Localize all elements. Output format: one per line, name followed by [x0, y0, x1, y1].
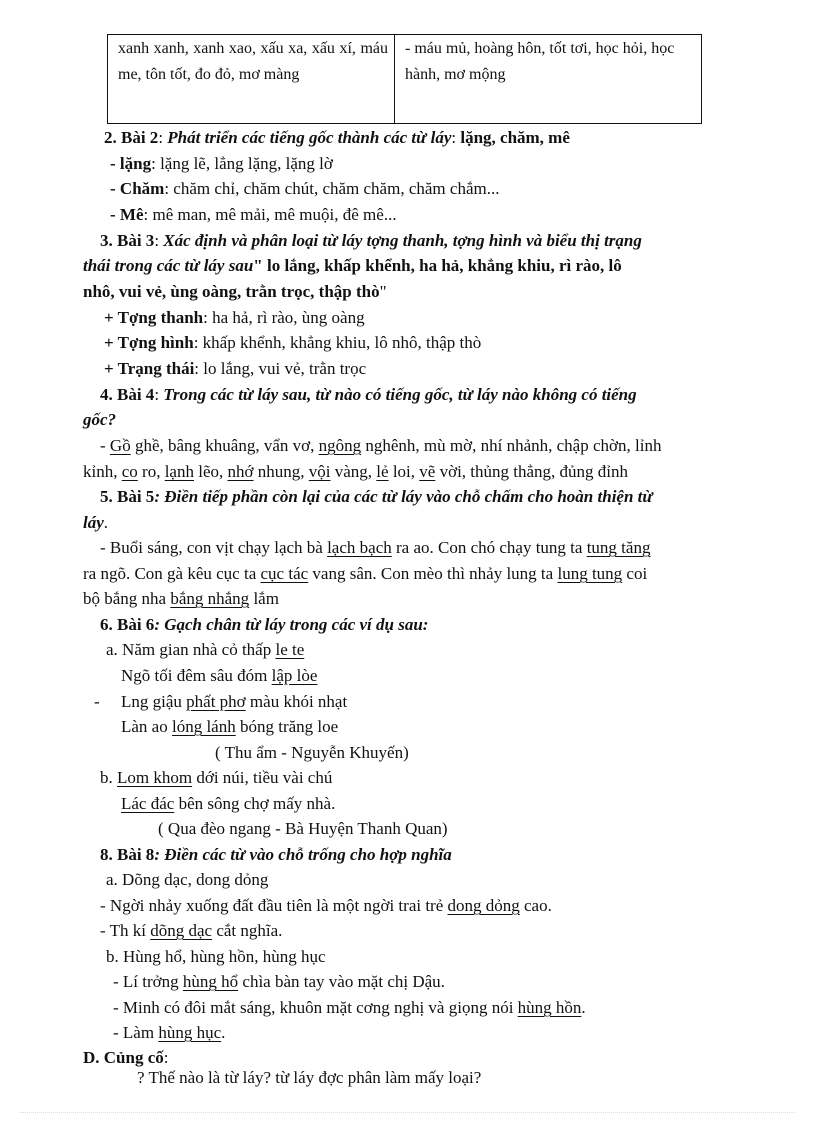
ex5-paragraph-line-1: - Buổi sáng, con vịt chạy lạch bà lạch bạch ra ao. Con chó chạy tung ta tung tăng: [100, 538, 651, 557]
ex4-heading-cont: gốc?: [83, 410, 117, 429]
page-bottom-divider: [20, 1112, 796, 1113]
ex6-heading: 6. Bài 6: Gạch chân từ láy trong các ví dụ sau:: [100, 615, 429, 634]
ex2-line-me: - Mê: mê man, mê mải, mê muội, đê mê...: [110, 205, 397, 224]
ex2-line-cham: - Chăm: chăm chỉ, chăm chút, chăm chăm, chăm chắm...: [110, 179, 500, 198]
ex8-part-a: a. Dõng dạc, dong dỏng: [106, 870, 269, 889]
ex6-poem-a-line-3: Lng giậu phất phơ màu khói nhạt: [121, 692, 348, 711]
ex8-a-sentence-1: - Ngời nhảy xuống đất đầu tiên là một ngời trai trẻ dong dỏng cao.: [100, 896, 552, 915]
ex3-line-trang-thai: + Trạng thái: lo lắng, vui vẻ, trằn trọc: [104, 359, 367, 378]
ex6-poem-a-dash: -: [94, 692, 100, 711]
ex6-poem-b-source: ( Qua đèo ngang - Bà Huyện Thanh Quan): [158, 819, 448, 838]
ex3-word-list: nhô, vui vẻ, ùng oàng, trằn trọc, thập thò": [83, 282, 387, 301]
ex3-heading-cont: thái trong các từ láy sau" lo lắng, khấp khểnh, ha hả, khẳng khiu, rì rào, lô: [83, 256, 622, 275]
ex3-line-tuong-hinh: + Tợng hình: khấp khểnh, khẳng khiu, lô nhô, thập thò: [104, 333, 482, 352]
ex3-line-tuong-thanh: + Tợng thanh: ha hả, rì rào, ùng oàng: [104, 308, 365, 327]
ex6-poem-a-source: ( Thu ẩm - Nguyễn Khuyến): [215, 743, 409, 762]
ex8-part-b: b. Hùng hổ, hùng hồn, hùng hục: [106, 947, 326, 966]
ex8-b-sentence-3: - Làm hùng hục.: [113, 1023, 226, 1042]
ex8-a-sentence-2: - Th kí dõng dạc cắt nghĩa.: [100, 921, 283, 940]
section-d-heading: D. Củng cố:: [83, 1048, 169, 1067]
ex3-heading: 3. Bài 3: Xác định và phân loại từ láy tợng thanh, tợng hình và biểu thị trạng: [100, 231, 642, 250]
ex5-paragraph-line-3: bộ bắng nha bắng nhắng lắm: [83, 589, 279, 608]
ex4-list-line-2: kỉnh, co ro, lạnh lẽo, nhớ nhung, vội vàng, lẻ loi, vẽ vời, thủng thẳng, đủng đỉnh: [83, 462, 629, 481]
ex5-heading: 5. Bài 5: Điền tiếp phần còn lại của các từ láy vào chỗ chấm cho hoàn thiện từ: [100, 487, 653, 506]
ex4-heading: 4. Bài 4: Trong các từ láy sau, từ nào có tiếng gốc, từ láy nào không có tiếng: [100, 385, 637, 404]
ex6-poem-a-line-1: a. Năm gian nhà cỏ thấp le te: [106, 640, 305, 659]
ex2-heading: 2. Bài 2: Phát triển các tiếng gốc thành các từ láy: lặng, chăm, mê: [104, 128, 570, 147]
ex8-heading: 8. Bài 8: Điền các từ vào chỗ trống cho hợp nghĩa: [100, 845, 452, 864]
ex6-poem-b-line-2: Lác đác bên sông chợ mấy nhà.: [121, 794, 336, 813]
ex6-poem-a-line-2: Ngõ tối đêm sâu đóm lập lòe: [121, 666, 318, 685]
word-table: [107, 34, 702, 124]
ex6-poem-a-line-4: Làn ao lóng lánh bóng trăng loe: [121, 717, 339, 736]
ex6-poem-b-line-1: b. Lom khom dới núi, tiều vài chú: [100, 768, 333, 787]
ex8-b-sentence-1: - Lí trởng hùng hổ chìa bàn tay vào mặt chị Dậu.: [113, 972, 445, 991]
section-d-question: ? Thế nào là từ láy? từ láy đợc phân làm mấy loại?: [137, 1068, 482, 1087]
ex8-b-sentence-2: - Minh có đôi mắt sáng, khuôn mặt cơng nghị và giọng nói hùng hồn.: [113, 998, 586, 1017]
ex5-heading-cont: láy.: [83, 513, 109, 532]
ex5-paragraph-line-2: ra ngõ. Con gà kêu cục ta cục tác vang sân. Con mèo thì nhảy lung ta lung tung coi: [83, 564, 648, 583]
table-cell-right: - máu mủ, hoàng hôn, tốt tơi, học hỏi, học hành, mơ mộng: [395, 35, 702, 124]
table-cell-left: xanh xanh, xanh xao, xấu xa, xấu xí, máu me, tôn tốt, đo đỏ, mơ màng: [108, 35, 395, 124]
ex2-line-lang: - lặng: lặng lẽ, lẳng lặng, lặng lờ: [110, 154, 333, 173]
ex4-list-line-1: - Gồ ghề, bâng khuâng, vẩn vơ, ngông nghênh, mù mờ, nhí nhảnh, chập chờn, lỉnh: [100, 436, 662, 455]
table-row: [108, 35, 702, 124]
